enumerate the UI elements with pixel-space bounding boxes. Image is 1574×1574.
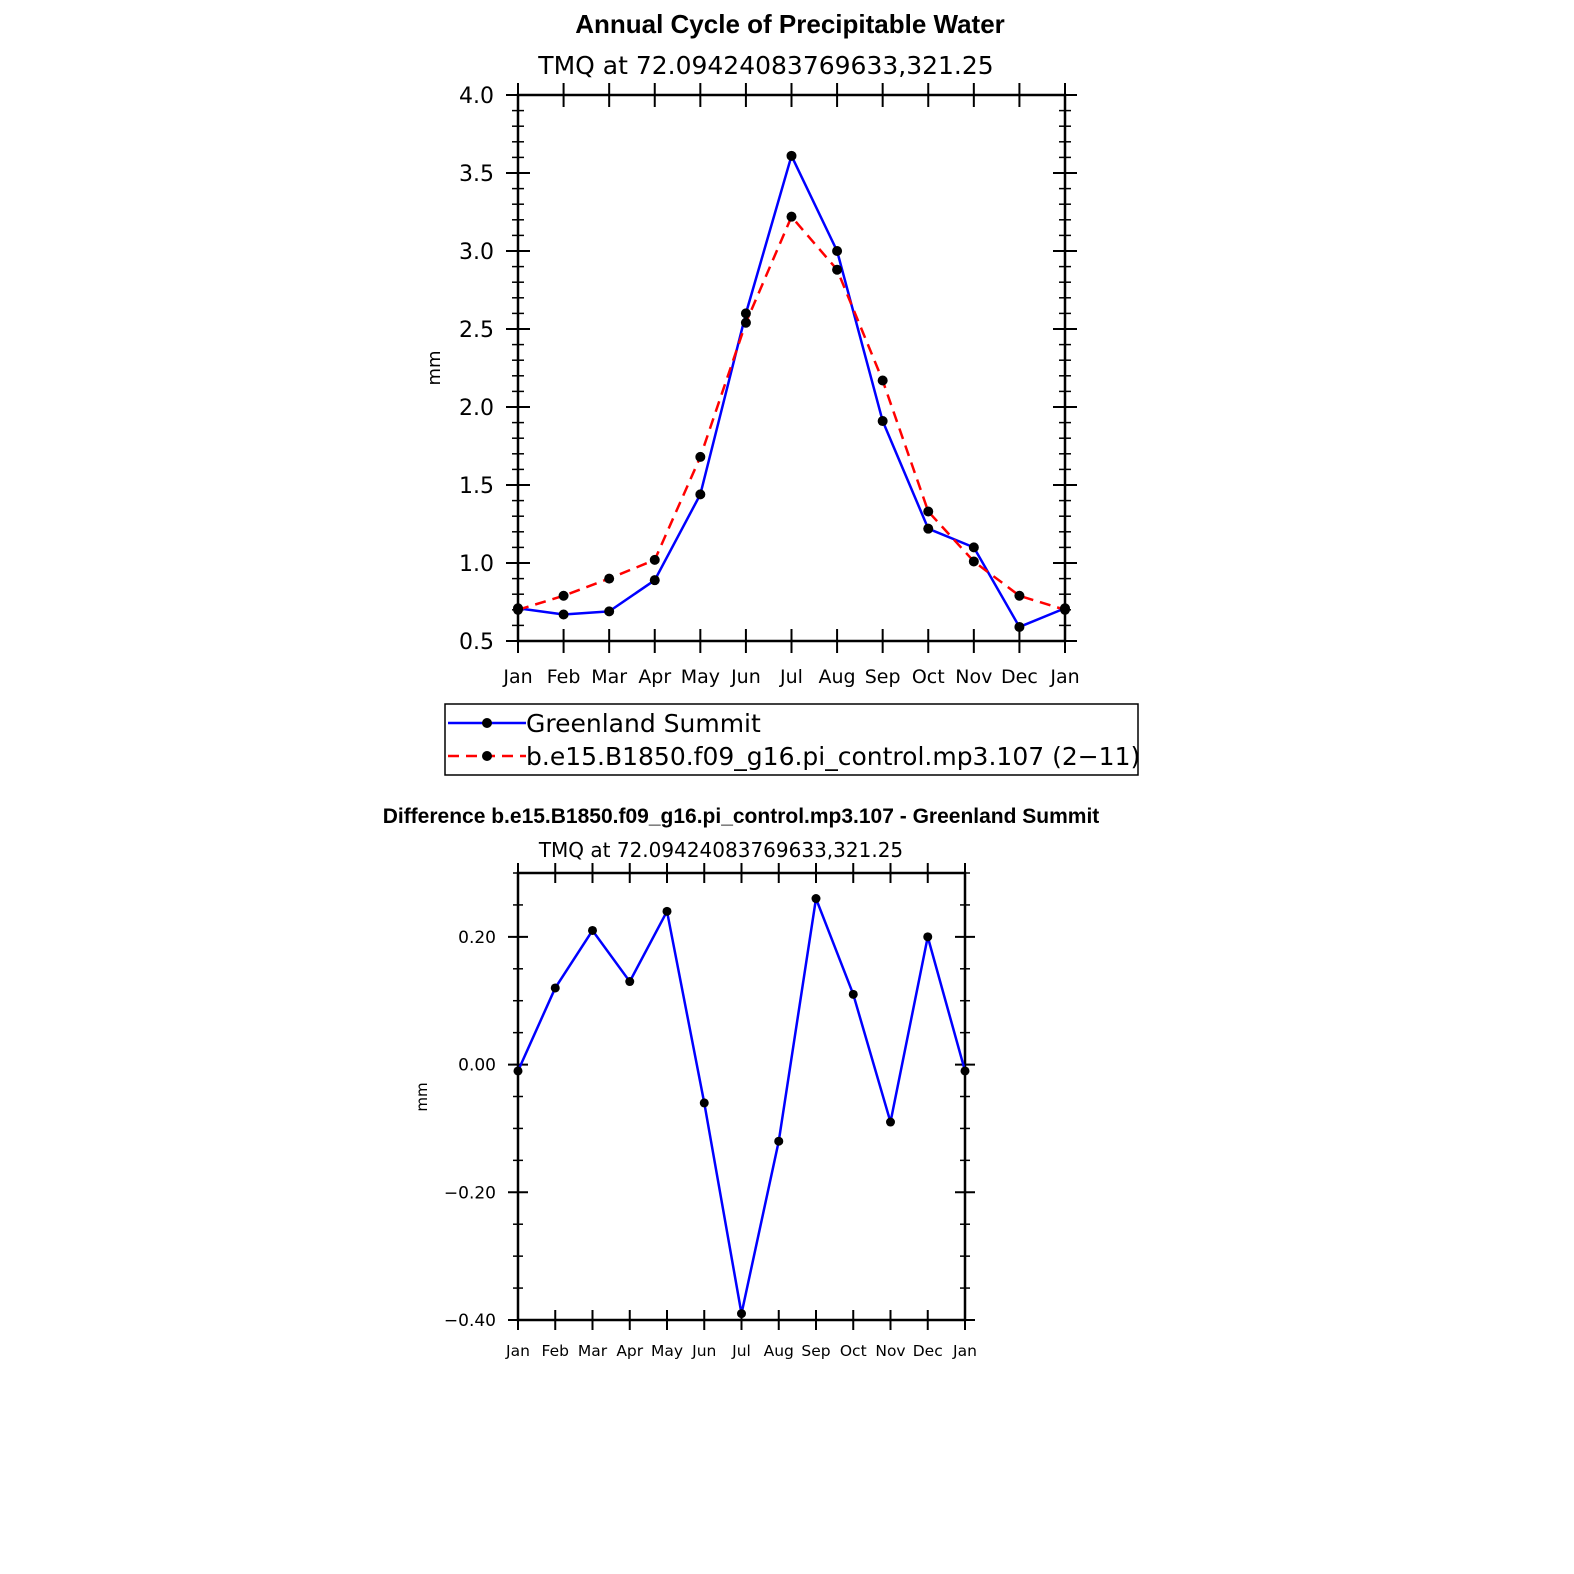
chart1-series-1-point [787,212,797,222]
chart1-ytick-label: 4.0 [459,83,494,109]
chart1-xtick-label: Jan [1050,666,1080,688]
chart2-series-0-point [812,894,821,903]
chart1-tick-labels [459,84,1080,688]
chart1-series-1-point [1060,605,1070,615]
chart2-title: Difference b.e15.B1850.f09_g16.pi_control.mp3.107 - Greenland Summit [382,805,1100,828]
chart2-xtick-label: Apr [616,1342,644,1360]
chart2-series-0-point [588,926,597,935]
chart1-xtick-label: Aug [818,666,856,688]
chart2-series-0-point [923,932,932,941]
chart1-series-1-point [604,574,614,584]
chart1-series-1-point [969,556,979,566]
chart1-ytick-label: 0.5 [459,629,494,655]
chart1-series-0-point [604,606,614,616]
chart1-xtick-label: Jul [780,666,803,688]
chart1-series-0-point [787,151,797,161]
chart1-ytick-label: 1.0 [459,551,494,577]
chart1-series-1-point [650,555,660,565]
chart1-series-0-point [969,542,979,552]
legend-marker-control [482,751,492,761]
chart1-xtick-label: Sep [864,666,901,688]
chart2-series-line-0 [518,899,965,1314]
chart1-subtitle: TMQ at 72.09424083769633,321.25 [538,51,994,80]
chart2-series-0-point [849,990,858,999]
chart1-ytick-label: 2.0 [459,395,494,421]
chart1-series-0-point [695,489,705,499]
chart1-ytick-label: 2.5 [459,317,494,343]
chart1-series-1-point [741,318,751,328]
difference-chart [383,805,1100,1360]
chart1-series-1-point [695,452,705,462]
legend-label-control: b.e15.B1850.f09_g16.pi_control.mp3.107 (2−11) [526,742,1141,771]
chart1-title: Annual Cycle of Precipitable Water [575,9,1005,39]
chart2-ytick-label: −0.40 [443,1311,496,1332]
chart2-xtick-label: Jul [732,1342,751,1360]
chart2-xtick-label: May [650,1342,684,1360]
chart1-series-0-point [878,416,888,426]
chart1-ylabel: mm [424,350,445,386]
chart2-series-0-point [886,1118,895,1127]
chart1-series-0-point [650,575,660,585]
chart1-series-0-point [832,246,842,256]
chart1-series-1-point [878,375,888,385]
chart2-ylabel: mm [413,1082,431,1112]
chart1-series-1-point [559,591,569,601]
chart2-ytick-label: −0.20 [443,1183,496,1204]
chart2-axes [508,863,975,1330]
chart1-xtick-label: Mar [591,666,628,688]
chart1-series-0-point [923,524,933,534]
chart2-xtick-label: Oct [839,1342,867,1360]
chart2-xtick-label: Aug [763,1342,794,1360]
chart2-xtick-label: Mar [577,1342,608,1360]
chart2-xtick-label: Jan [953,1342,977,1360]
chart1-legend [445,704,1140,775]
chart2-xtick-label: Jun [692,1342,717,1360]
chart1-frame [518,95,1065,641]
chart1-series-0-point [559,609,569,619]
chart1-series-1-point [1014,591,1024,601]
chart1-xtick-label: Nov [955,666,993,688]
chart1-xtick-label: Dec [1001,666,1038,688]
legend-marker-greenland [482,718,492,728]
chart1-series-1-point [513,605,523,615]
chart2-xtick-label: Sep [801,1342,831,1360]
chart1-ytick-label: 3.5 [459,161,494,187]
chart2-series-0-point [663,907,672,916]
chart1-xtick-label: Oct [911,666,945,688]
chart2-ytick-label: 0.00 [458,1055,496,1076]
chart1-series-1-point [832,265,842,275]
chart1-xtick-label: Apr [638,666,672,688]
chart1-axes [506,83,1077,653]
chart2-series-0-point [774,1137,783,1146]
chart1-ytick-label: 3.0 [459,239,494,265]
chart2-xtick-label: Dec [912,1342,943,1360]
chart2-series-group [514,894,970,1318]
chart2-series-0-point [700,1098,709,1107]
chart1-ytick-label: 1.5 [459,473,494,499]
chart1-xtick-label: Jan [503,666,533,688]
chart1-xtick-label: May [680,666,720,688]
chart2-xtick-label: Nov [875,1342,906,1360]
chart2-series-0-point [625,977,634,986]
chart1-series-group [513,151,1070,632]
chart2-series-0-point [961,1066,970,1075]
chart2-subtitle: TMQ at 72.09424083769633,321.25 [538,838,904,862]
legend-label-greenland: Greenland Summit [526,709,761,738]
annual-cycle-chart [424,9,1140,775]
chart1-series-line-1 [518,217,1065,610]
chart2-xtick-label: Jan [506,1342,530,1360]
chart1-series-1-point [923,507,933,517]
chart2-series-0-point [737,1309,746,1318]
chart2-series-0-point [514,1066,523,1075]
chart2-series-0-point [551,983,560,992]
chart1-series-0-point [1014,622,1024,632]
chart1-xtick-label: Feb [546,666,581,688]
chart1-series-0-point [741,308,751,318]
chart1-series-line-0 [518,156,1065,627]
chart2-xtick-label: Feb [541,1342,569,1360]
chart1-xtick-label: Jun [731,666,761,688]
chart2-ytick-label: 0.20 [458,927,496,948]
